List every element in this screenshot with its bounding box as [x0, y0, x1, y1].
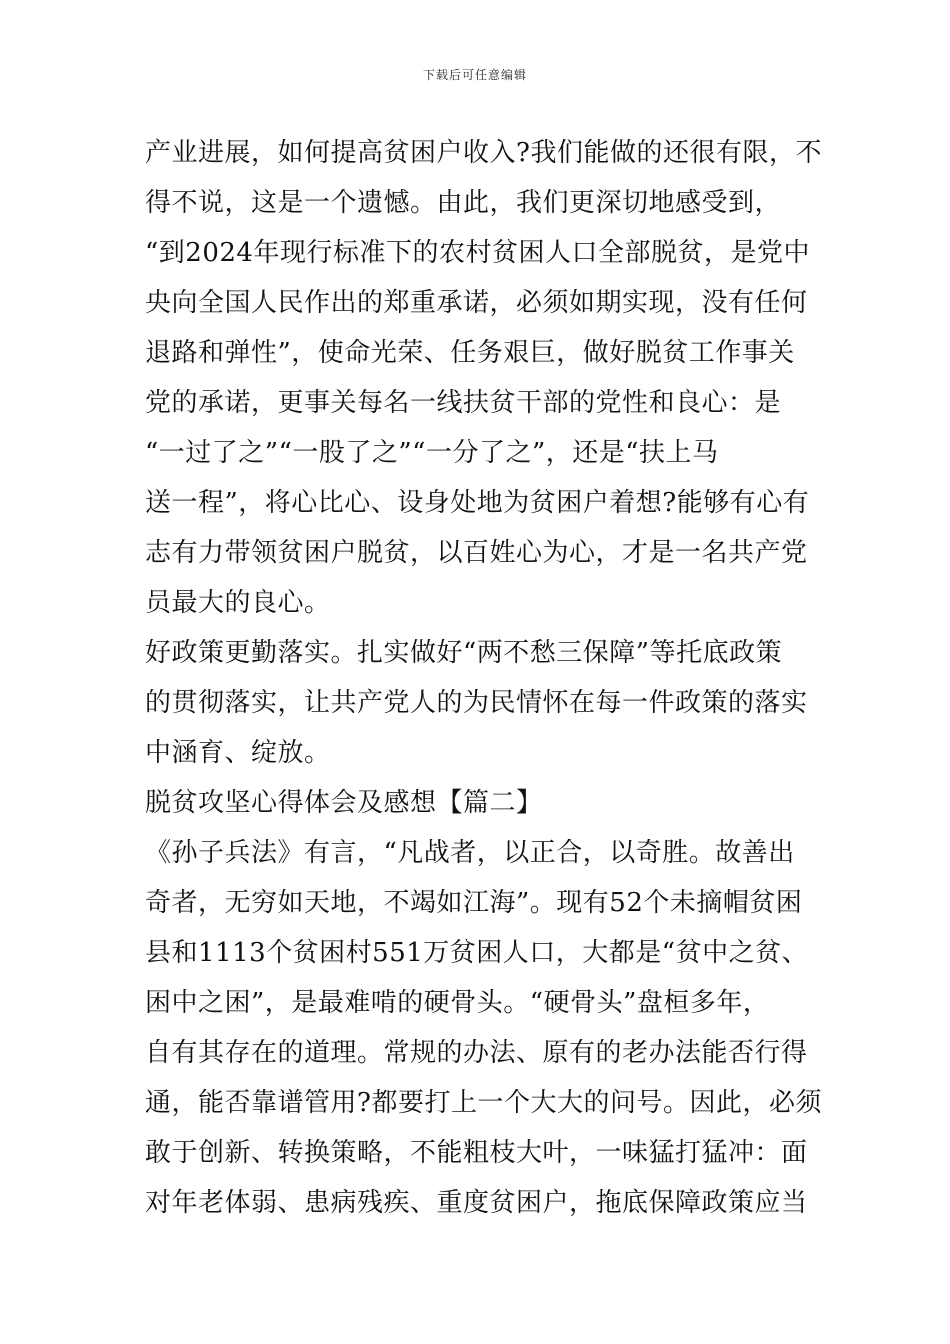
text-line: 奇者，无穷如天地，不竭如江海”。现有52个未摘帽贫困	[145, 888, 803, 918]
text-line: 送一程”，将心比心、设身处地为贫困户着想?能够有心有	[145, 488, 810, 518]
text-line: 央向全国人民作出的郑重承诺，必须如期实现，没有任何	[145, 288, 808, 318]
text-line: 中涵育、绽放。	[145, 738, 331, 768]
text-line: “到2024年现行标准下的农村贫困人口全部脱贫，是党中	[145, 238, 810, 268]
text-line: 对年老体弱、患病残疾、重度贫困户，拖底保障政策应当	[145, 1188, 808, 1218]
text-line: 好政策更勤落实。扎实做好“两不愁三保障”等托底政策	[145, 638, 783, 668]
text-line: 员最大的良心。	[145, 588, 331, 618]
text-line: 退路和弹性”，使命光荣、任务艰巨，做好脱贫工作事关	[145, 338, 795, 368]
body-text	[145, 128, 822, 1228]
text-line: 自有其存在的道理。常规的办法、原有的老办法能否行得	[145, 1038, 808, 1068]
text-line: 敢于创新、转换策略，不能粗枝大叶，一味猛打猛冲：面	[145, 1138, 808, 1168]
text-line: 通，能否靠谱管用?都要打上一个大大的问号。因此，必须	[145, 1088, 822, 1118]
text-line: 困中之困”，是最难啃的硬骨头。“硬骨头”盘桓多年，	[145, 988, 770, 1018]
header-note: 下载后可任意编辑	[422, 68, 527, 82]
text-line: 《孙子兵法》有言，“凡战者，以正合，以奇胜。故善出	[145, 838, 795, 868]
text-line: 县和1113个贫困村551万贫困人口，大都是“贫中之贫、	[145, 938, 809, 968]
text-line: 得不说，这是一个遗憾。由此，我们更深切地感受到，	[145, 188, 782, 218]
text-line: 的贯彻落实，让共产党人的为民情怀在每一件政策的落实	[145, 688, 808, 718]
text-line: 志有力带领贫困户脱贫，以百姓心为心，才是一名共产党	[145, 538, 808, 568]
text-line: 党的承诺，更事关每名一线扶贫干部的党性和良心：是	[145, 388, 782, 418]
text-line: “一过了之”“一股了之”“一分了之”，还是“扶上马	[145, 438, 719, 468]
section-heading: 脱贫攻坚心得体会及感想【篇二】	[145, 788, 543, 818]
text-line: 产业进展，如何提高贫困户收入?我们能做的还很有限，不	[145, 138, 822, 168]
